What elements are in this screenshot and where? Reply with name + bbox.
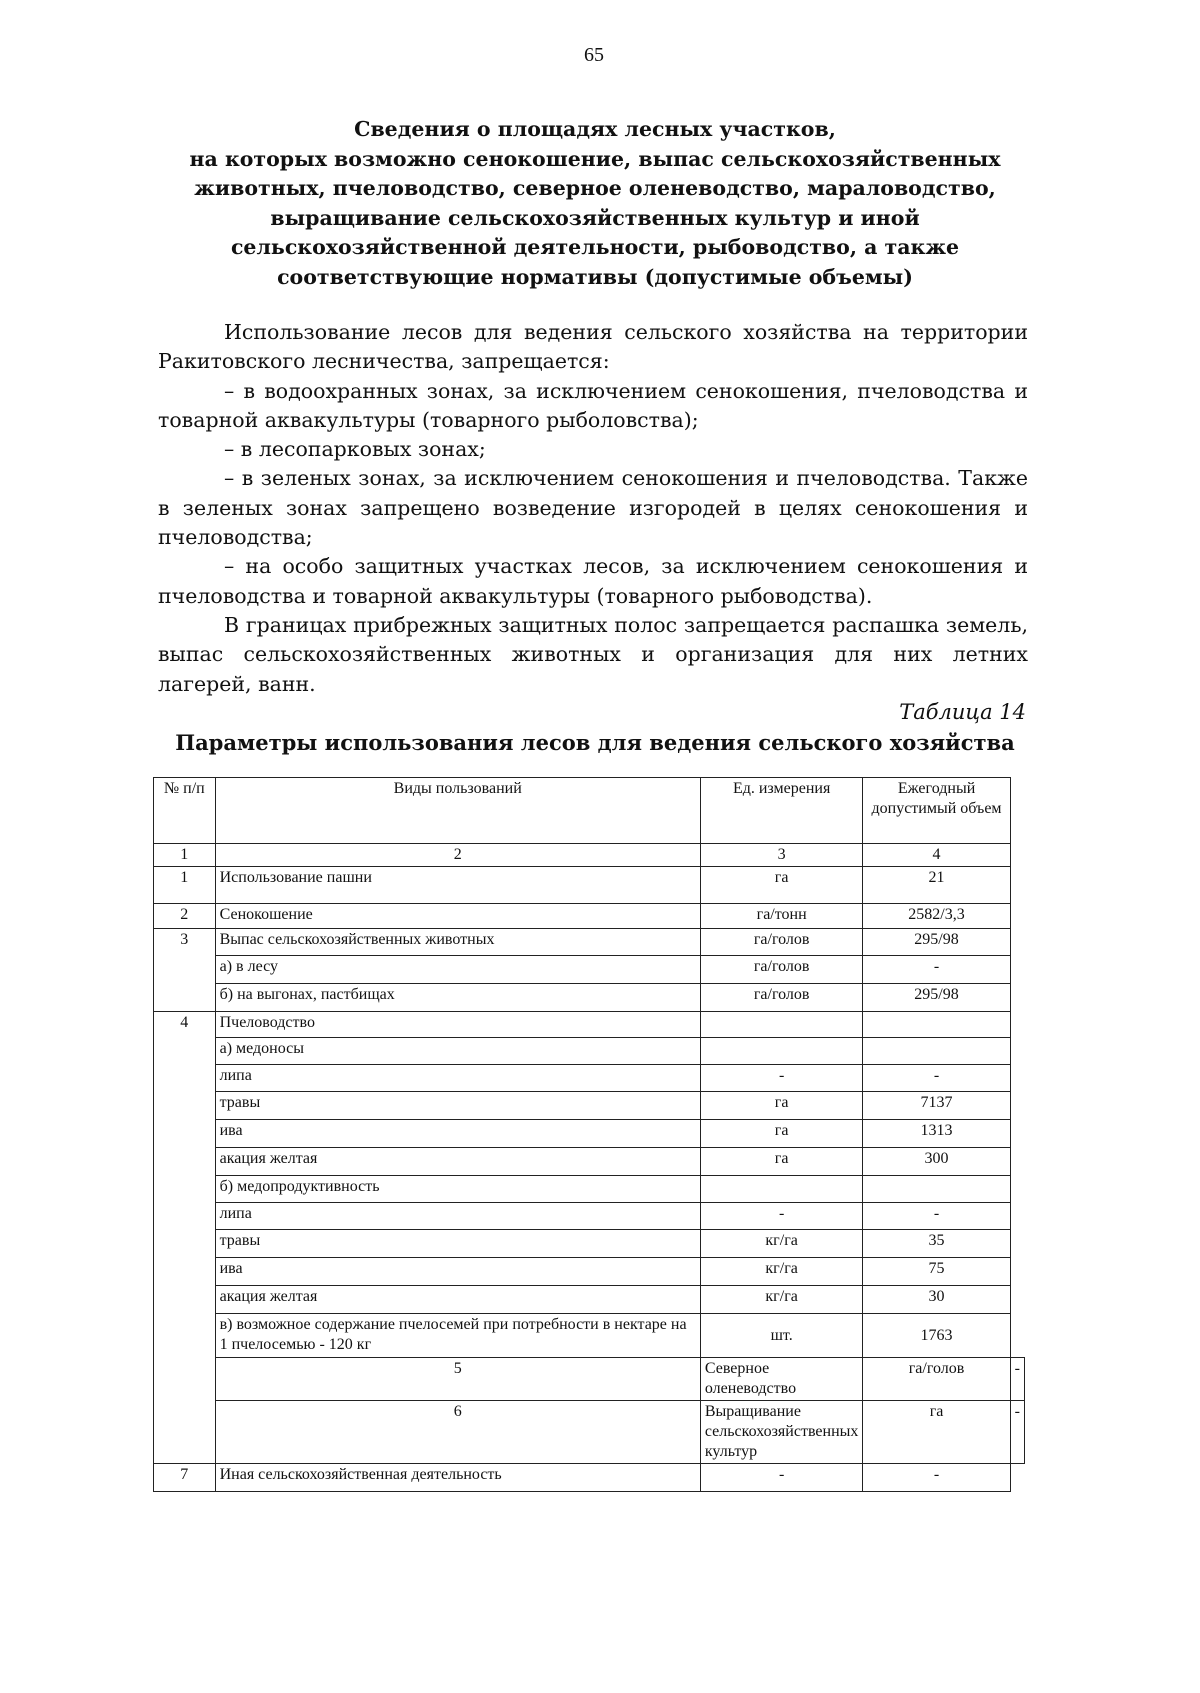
usage-type: Выращивание сельскохозяйственных культур — [700, 1401, 863, 1464]
annual-volume: 295/98 — [863, 984, 1010, 1012]
unit — [700, 1038, 863, 1065]
unit: - — [700, 1065, 863, 1092]
annual-volume — [863, 1012, 1010, 1038]
table-row — [154, 904, 1025, 929]
unit: га/голов — [863, 1358, 1010, 1401]
usage-type: липа — [215, 1065, 700, 1092]
annual-volume: 35 — [863, 1230, 1010, 1258]
table-row — [154, 1038, 1025, 1065]
title-line: выращивание сельскохозяйственных культур и иной — [270, 205, 920, 230]
table-row — [154, 1148, 1025, 1176]
annual-volume: 2582/3,3 — [863, 904, 1010, 929]
unit: га/голов — [700, 984, 863, 1012]
table-row — [154, 1176, 1025, 1203]
annual-volume: - — [863, 1464, 1010, 1492]
usage-type: Иная сельскохозяйственная деятельность — [215, 1464, 700, 1492]
annual-volume: 21 — [863, 867, 1010, 904]
usage-type: а) медоносы — [215, 1038, 700, 1065]
page-number: 65 — [584, 44, 604, 66]
table-title: Параметры использования лесов для ведения сельского хозяйства — [175, 730, 1015, 755]
unit — [700, 1176, 863, 1203]
annual-volume: - — [1010, 1358, 1024, 1401]
unit: га/голов — [700, 956, 863, 984]
paragraph: – в зеленых зонах, за исключением сенокошения и пчеловодства. Также в зеленых зонах запрещено возведение изгородей в целях сенокошения и пчеловодства; — [158, 466, 1028, 550]
unit: га — [700, 1092, 863, 1120]
usage-type: травы — [215, 1230, 700, 1258]
title-line: Сведения о площадях лесных участков, — [354, 117, 836, 141]
table-row — [154, 929, 1025, 956]
unit: га — [700, 1148, 863, 1176]
usage-type: Выпас сельскохозяйственных животных — [215, 929, 700, 956]
row-number: 4 — [154, 1012, 216, 1464]
row-number: 7 — [154, 1464, 216, 1492]
table-row — [154, 1012, 1025, 1038]
table-row — [154, 1286, 1025, 1314]
table-header-row — [154, 778, 1025, 844]
annual-volume: 1313 — [863, 1120, 1010, 1148]
column-number-row — [154, 844, 1025, 867]
unit: га — [863, 1401, 1010, 1464]
annual-volume: 295/98 — [863, 929, 1010, 956]
unit: га — [700, 1120, 863, 1148]
agriculture-parameters-table — [153, 777, 1025, 1492]
annual-volume: - — [863, 1203, 1010, 1230]
usage-type: а) в лесу — [215, 956, 700, 984]
unit: шт. — [700, 1314, 863, 1358]
paragraph: – в лесопарковых зонах; — [224, 437, 486, 462]
annual-volume: 1763 — [863, 1314, 1010, 1358]
unit: га/голов — [700, 929, 863, 956]
title-line: соответствующие нормативы (допустимые объемы) — [277, 264, 913, 289]
row-number: 2 — [154, 904, 216, 929]
header-annual-volume: Ежегодный допустимый объем — [863, 778, 1010, 844]
table-row — [154, 1358, 1025, 1401]
table-row — [154, 1065, 1025, 1092]
usage-type: травы — [215, 1092, 700, 1120]
unit: га — [700, 867, 863, 904]
table-row — [154, 1120, 1025, 1148]
usage-type: б) медопродуктивность — [215, 1176, 700, 1203]
table-caption: Таблица 14 — [899, 700, 1026, 724]
annual-volume: 7137 — [863, 1092, 1010, 1120]
header-number: № п/п — [154, 778, 216, 844]
unit: кг/га — [700, 1286, 863, 1314]
title-line: животных, пчеловодство, северное оленеводство, мараловодство, — [194, 176, 996, 200]
usage-type: акация желтая — [215, 1286, 700, 1314]
usage-type: Сенокошение — [215, 904, 700, 929]
annual-volume: 300 — [863, 1148, 1010, 1176]
section-title — [150, 115, 1040, 292]
table-row — [154, 1230, 1025, 1258]
table-body — [154, 867, 1025, 1492]
row-number: 6 — [215, 1401, 700, 1464]
unit: га/тонн — [700, 904, 863, 929]
title-line: сельскохозяйственной деятельности, рыбоводство, а также — [230, 235, 960, 259]
usage-type: в) возможное содержание пчелосемей при потребности в нектаре на 1 пчелосемью - 120 кг — [215, 1314, 700, 1358]
table-row — [154, 1092, 1025, 1120]
col-number: 4 — [863, 844, 1010, 867]
title-line: на которых возможно сенокошение, выпас сельскохозяйственных — [189, 146, 1001, 171]
col-number: 2 — [215, 844, 700, 867]
usage-type: Пчеловодство — [215, 1012, 700, 1038]
unit: кг/га — [700, 1258, 863, 1286]
row-number: 1 — [154, 867, 216, 904]
annual-volume — [863, 1038, 1010, 1065]
unit: - — [700, 1464, 863, 1492]
table-row — [154, 1314, 1025, 1358]
annual-volume — [863, 1176, 1010, 1203]
annual-volume: 75 — [863, 1258, 1010, 1286]
header-unit: Ед. измерения — [700, 778, 863, 844]
col-number: 3 — [700, 844, 863, 867]
usage-type: липа — [215, 1203, 700, 1230]
table-row — [154, 1401, 1025, 1464]
usage-type: ива — [215, 1120, 700, 1148]
paragraph: – в водоохранных зонах, за исключением сенокошения, пчеловодства и товарной аквакультуры (товарного рыболовства); — [158, 378, 1028, 432]
usage-type: б) на выгонах, пастбищах — [215, 984, 700, 1012]
annual-volume: 30 — [863, 1286, 1010, 1314]
table-row — [154, 1464, 1025, 1492]
usage-type: Северное оленеводство — [700, 1358, 863, 1401]
paragraph: – на особо защитных участках лесов, за исключением сенокошения и пчеловодства и товарной аквакультуры (товарного рыбоводства). — [158, 554, 1028, 608]
paragraph: Использование лесов для ведения сельского хозяйства на территории Ракитовского лесничества, запрещается: — [158, 320, 1028, 374]
annual-volume: - — [863, 956, 1010, 984]
unit: - — [700, 1203, 863, 1230]
body-text — [158, 318, 1028, 699]
usage-type: ива — [215, 1258, 700, 1286]
unit: кг/га — [700, 1230, 863, 1258]
usage-type: Использование пашни — [215, 867, 700, 904]
unit — [700, 1012, 863, 1038]
row-number: 3 — [154, 929, 216, 1012]
row-number: 5 — [215, 1358, 700, 1401]
table-row — [154, 867, 1025, 904]
usage-type: акация желтая — [215, 1148, 700, 1176]
header-usage-type: Виды пользований — [215, 778, 700, 844]
paragraph: В границах прибрежных защитных полос запрещается распашка земель, выпас сельскохозяйственных животных и организация для них летних лагерей, ванн. — [158, 612, 1028, 696]
annual-volume: - — [863, 1065, 1010, 1092]
table-row — [154, 1258, 1025, 1286]
annual-volume: - — [1010, 1401, 1024, 1464]
table-row — [154, 984, 1025, 1012]
table-row — [154, 1203, 1025, 1230]
table-row — [154, 956, 1025, 984]
col-number: 1 — [154, 844, 216, 867]
